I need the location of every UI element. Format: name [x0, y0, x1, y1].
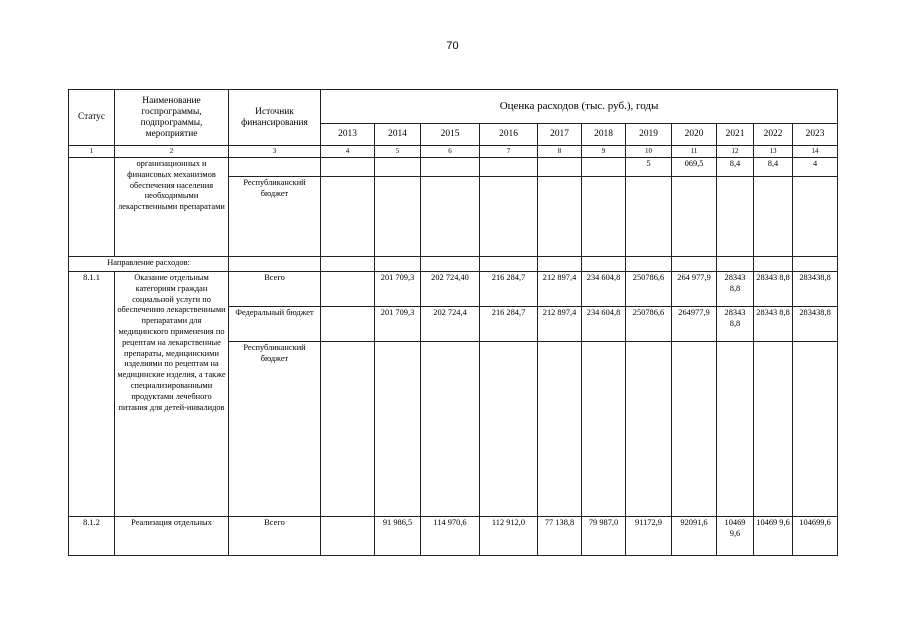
value-cell [321, 158, 375, 177]
value-cell [421, 257, 480, 272]
value-cell [375, 177, 421, 257]
value-cell [626, 257, 672, 272]
value-cell [754, 342, 793, 517]
year-cell: 2023 [793, 124, 838, 146]
value-cell [538, 342, 582, 517]
value-cell [626, 342, 672, 517]
value-cell: 283438,8 [793, 307, 838, 342]
index-cell: 4 [321, 146, 375, 158]
value-cell [626, 177, 672, 257]
value-cell [538, 158, 582, 177]
value-cell [793, 342, 838, 517]
value-cell: 10469 9,6 [717, 517, 754, 556]
value-cell: 283438,8 [793, 272, 838, 307]
source-cell: Всего [229, 517, 321, 556]
value-cell [421, 158, 480, 177]
value-cell: 8,4 [754, 158, 793, 177]
value-cell [672, 257, 717, 272]
value-cell: 91 986,5 [375, 517, 421, 556]
index-cell: 3 [229, 146, 321, 158]
index-cell: 5 [375, 146, 421, 158]
value-cell [421, 342, 480, 517]
status-cell [69, 158, 115, 257]
value-cell [582, 342, 626, 517]
name-cell: Реализация отдельных [115, 517, 229, 556]
value-cell [321, 272, 375, 307]
value-cell [582, 257, 626, 272]
value-cell: 069,5 [672, 158, 717, 177]
value-cell [717, 342, 754, 517]
value-cell: 8,4 [717, 158, 754, 177]
value-cell: 202 724,40 [421, 272, 480, 307]
header-name: Наименование госпрограммы, подпрограммы, мероприятие [115, 90, 229, 146]
year-cell: 2017 [538, 124, 582, 146]
value-cell: 216 284,7 [480, 272, 538, 307]
value-cell [321, 307, 375, 342]
value-cell [672, 342, 717, 517]
header-row [69, 90, 838, 124]
direction-label: Направление расходов: [107, 258, 190, 267]
value-cell: 201 709,3 [375, 307, 421, 342]
table-row [69, 517, 838, 556]
value-cell [793, 177, 838, 257]
value-cell: 250786,6 [626, 307, 672, 342]
value-cell: 91172,9 [626, 517, 672, 556]
value-cell [321, 257, 375, 272]
value-cell: 28343 8,8 [717, 272, 754, 307]
column-index-row [69, 146, 838, 158]
name-cell: Оказание отдельным категориям граждан социальной услуги по обеспечению лекарственными препаратами для медицинского применения по рецептам на лекарственные препараты, медицинскими изделиями по рецептам на медицинские изделия, а также специализированными продуктами лечебного питания для детей-инвалидов [115, 272, 229, 517]
index-cell: 9 [582, 146, 626, 158]
value-cell [538, 177, 582, 257]
budget-table [68, 89, 838, 556]
direction-cell [69, 257, 229, 272]
value-cell: 28343 8,8 [754, 307, 793, 342]
header-status: Статус [69, 90, 115, 146]
value-cell [321, 517, 375, 556]
value-cell [480, 177, 538, 257]
source-cell [229, 257, 321, 272]
value-cell: 112 912,0 [480, 517, 538, 556]
value-cell: 212 897,4 [538, 272, 582, 307]
value-cell: 5 [626, 158, 672, 177]
value-cell: 201 709,3 [375, 272, 421, 307]
value-cell [717, 257, 754, 272]
value-cell [421, 177, 480, 257]
status-cell: 8.1.2 [69, 517, 115, 556]
year-cell: 2014 [375, 124, 421, 146]
value-cell [582, 177, 626, 257]
year-cell: 2021 [717, 124, 754, 146]
value-cell [321, 177, 375, 257]
table-row [69, 272, 838, 307]
direction-row [69, 257, 838, 272]
year-cell: 2015 [421, 124, 480, 146]
index-cell: 14 [793, 146, 838, 158]
source-cell: Всего [229, 272, 321, 307]
value-cell [793, 257, 838, 272]
index-cell: 7 [480, 146, 538, 158]
year-cell: 2022 [754, 124, 793, 146]
value-cell [672, 177, 717, 257]
value-cell: 28343 8,8 [717, 307, 754, 342]
value-cell [538, 257, 582, 272]
value-cell [582, 158, 626, 177]
index-cell: 2 [115, 146, 229, 158]
value-cell [480, 257, 538, 272]
source-cell [229, 158, 321, 177]
value-cell: 10469 9,6 [754, 517, 793, 556]
year-cell: 2013 [321, 124, 375, 146]
value-cell: 114 970,6 [421, 517, 480, 556]
index-cell: 6 [421, 146, 480, 158]
value-cell: 216 284,7 [480, 307, 538, 342]
value-cell: 104699,6 [793, 517, 838, 556]
value-cell [375, 342, 421, 517]
value-cell [717, 177, 754, 257]
value-cell [375, 257, 421, 272]
year-cell: 2016 [480, 124, 538, 146]
year-cell: 2018 [582, 124, 626, 146]
value-cell: 4 [793, 158, 838, 177]
table-row [69, 158, 838, 177]
index-cell: 12 [717, 146, 754, 158]
value-cell [480, 342, 538, 517]
value-cell [480, 158, 538, 177]
value-cell: 264 977,9 [672, 272, 717, 307]
value-cell: 92091,6 [672, 517, 717, 556]
value-cell: 250786,6 [626, 272, 672, 307]
header-estimate: Оценка расходов (тыс. руб.), годы [321, 90, 838, 124]
value-cell: 212 897,4 [538, 307, 582, 342]
value-cell: 234 604,8 [582, 307, 626, 342]
value-cell: 234 604,8 [582, 272, 626, 307]
name-cell: организационных и финансовых механизмов обеспечения населения необходимыми лекарственными препаратами [115, 158, 229, 257]
header-source: Источник финансирования [229, 90, 321, 146]
value-cell [321, 342, 375, 517]
value-cell [375, 158, 421, 177]
index-cell: 13 [754, 146, 793, 158]
index-cell: 8 [538, 146, 582, 158]
value-cell: 202 724,4 [421, 307, 480, 342]
value-cell: 264977,9 [672, 307, 717, 342]
page-number: 70 [446, 40, 459, 52]
year-cell: 2019 [626, 124, 672, 146]
index-cell: 1 [69, 146, 115, 158]
value-cell [754, 177, 793, 257]
value-cell [754, 257, 793, 272]
year-cell: 2020 [672, 124, 717, 146]
source-cell: Федеральный бюджет [229, 307, 321, 342]
source-cell: Республиканский бюджет [229, 177, 321, 257]
value-cell: 79 987,0 [582, 517, 626, 556]
value-cell: 77 138,8 [538, 517, 582, 556]
index-cell: 10 [626, 146, 672, 158]
source-cell: Республиканский бюджет [229, 342, 321, 517]
value-cell: 28343 8,8 [754, 272, 793, 307]
status-cell: 8.1.1 [69, 272, 115, 517]
index-cell: 11 [672, 146, 717, 158]
